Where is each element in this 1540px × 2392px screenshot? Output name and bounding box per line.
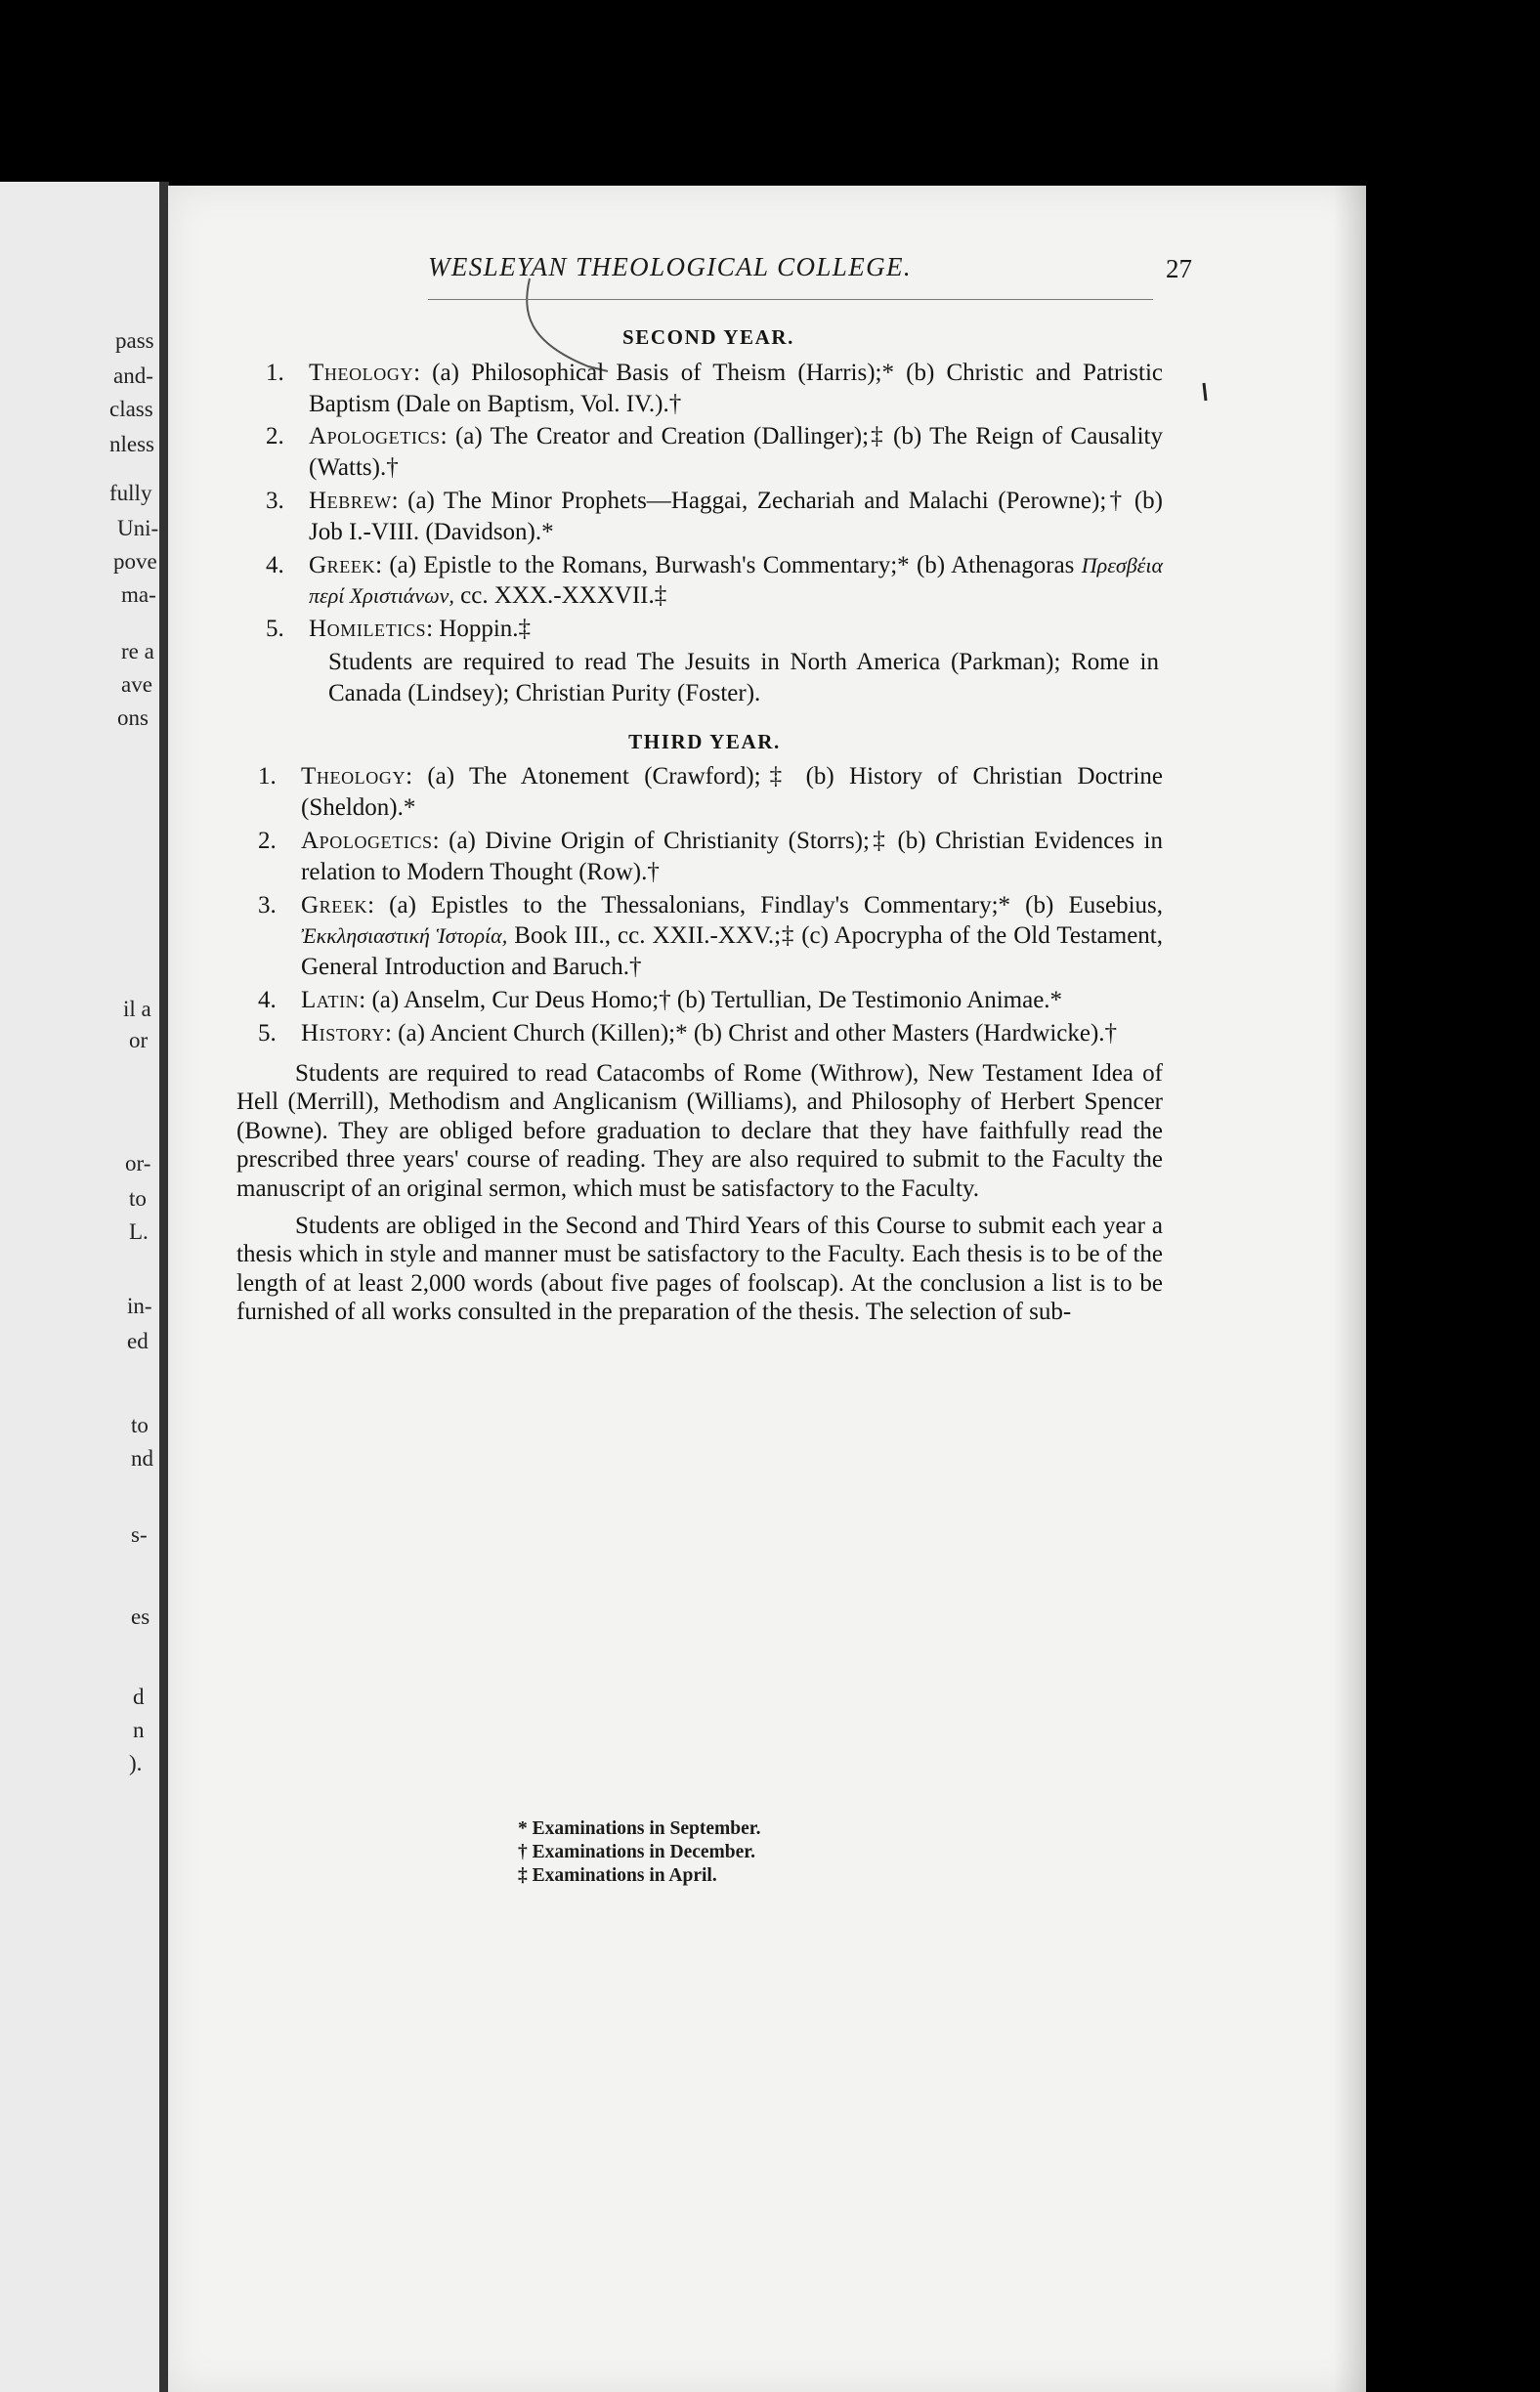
facing-page-edge (0, 182, 164, 2392)
entry-text: : (a) The Creator and Creation (Dallinger);‡ (b) The Reign of Causality (Watts).† (309, 423, 1163, 482)
entry-text-continued: cc. XXX.-XXXVII.‡ (460, 582, 667, 610)
entry-subject: Apologetics (309, 423, 441, 450)
facing-page-fragment: in- (127, 1294, 152, 1318)
course-entry (246, 985, 1163, 1016)
page-header (262, 252, 1192, 291)
entry-subject: Apologetics (301, 827, 433, 854)
entry-text: : (a) The Atonement (Crawford);‡ (b) History of Christian Doctrine (Sheldon).* (301, 763, 1163, 822)
course-entry (246, 826, 1163, 888)
entry-text: : (a) Epistles to the Thessalonians, Findlay's Commentary;* (b) Eusebius, (367, 891, 1163, 918)
page-edge-shadow (1333, 186, 1366, 2392)
entry-subject: Hebrew (309, 487, 392, 514)
course-entry (254, 358, 1163, 420)
greek-title: Ἐκκλησιαστική Ἱστορία, (301, 923, 508, 949)
ink-tick-mark (1194, 381, 1214, 410)
footnote-september: * Examinations in September. (518, 1818, 761, 1839)
entry-text: : (a) The Minor Prophets—Haggai, Zechariah and Malachi (Perowne);† (b) Job I.-VIII. (Davidson).* (309, 487, 1163, 545)
entry-number: 2. (258, 827, 277, 854)
third-year-section (246, 727, 1163, 1049)
entry-subject: Latin (301, 986, 360, 1013)
course-entry (246, 890, 1163, 983)
facing-page-fragment: class (109, 397, 153, 421)
entry-text: : (a) Anselm, Cur Deus Homo;† (b) Tertullian, De Testimonio Animae.* (359, 986, 1063, 1013)
facing-page-fragment: ). (129, 1751, 143, 1775)
facing-page-fragment: ed (127, 1329, 149, 1353)
entry-number: 5. (266, 616, 284, 643)
entry-subject: History (301, 1019, 385, 1046)
facing-page-fragment: d (133, 1685, 145, 1709)
course-entry (254, 486, 1163, 548)
facing-page-fragment: ons (117, 705, 149, 730)
footnote-april: ‡ Examinations in April. (518, 1865, 717, 1886)
reading-paragraph: Students are required to read Catacombs of Rome (Withrow), New Testament Idea of Hell (Merrill), Methodism and Anglicanism (Williams), and Philosophy of Herbert Spencer (Bowne). They are obliged before graduation to declare that they have faithfully read the prescribed three years' course of reading. They are also required to submit to the Faculty the manuscript of an original sermon, which must be satisfactory to the Faculty. (236, 1059, 1163, 1202)
entry-number: 5. (258, 1019, 277, 1046)
entry-text: : (a) Epistle to the Romans, Burwash's Commentary;* (b) Athenagoras (375, 551, 1075, 578)
entry-number: 3. (258, 891, 277, 918)
entry-number: 4. (266, 551, 284, 578)
course-entry (246, 761, 1163, 824)
entry-number: 3. (266, 487, 284, 514)
reading-requirement-note: Students are required to read The Jesuits in North America (Parkman); Rome in Canada (Lindsey); Christian Purity (Foster). (328, 648, 1159, 706)
thesis-paragraph: Students are obliged in the Second and Third Years of this Course to submit each year a thesis which in style and manner must be satisfactory to the Faculty. Each thesis is to be of the length of at least 2,000 words (about five pages of foolscap). At the conclusion a list is to be furnished of all works consulted in the preparation of the thesis. The selection of sub- (236, 1212, 1163, 1326)
entry-subject: Greek (301, 891, 368, 918)
footnote-december: † Examinations in December. (518, 1842, 756, 1862)
facing-page-fragment: or (129, 1028, 149, 1052)
page-number: 27 (1166, 254, 1192, 283)
entry-number: 1. (258, 763, 277, 790)
facing-page-fragment: Uni- (117, 516, 159, 540)
entry-number: 4. (258, 986, 277, 1013)
header-rule (428, 299, 1153, 300)
entry-text: : (a) Divine Origin of Christianity (Storrs);‡ (b) Christian Evidences in relation to Modern Thought (Row).† (301, 827, 1163, 885)
entry-subject: Theology (309, 359, 414, 386)
second-year-section (254, 322, 1163, 709)
facing-page-fragment: es (131, 1604, 150, 1629)
entry-subject: Greek (309, 551, 376, 578)
facing-page-fragment: L. (129, 1219, 149, 1244)
entry-subject: Theology (301, 763, 406, 790)
facing-page-fragment: n (133, 1718, 145, 1742)
greek-title: Πρεσβέια περί Χριστιάνων, (309, 552, 1164, 609)
facing-page-fragment: re a (121, 639, 154, 663)
page-body (235, 322, 1163, 1327)
facing-page-fragment: to (129, 1186, 147, 1211)
facing-page-fragment: ave (121, 672, 152, 697)
second-year-heading: SECOND YEAR. (622, 325, 794, 349)
course-entry (254, 421, 1163, 484)
running-title: WESLEYAN THEOLOGICAL COLLEGE. (428, 252, 913, 281)
entry-text: : Hoppin.‡ (426, 616, 532, 643)
facing-page-fragment: and- (113, 363, 153, 388)
entry-number: 1. (266, 359, 284, 386)
facing-page-fragment: pass (115, 328, 154, 353)
entry-text-continued: Book III., cc. XXII.-XXV.;‡ (c) Apocrypha of the Old Testament, General Introduction and Baruch.† (301, 922, 1163, 981)
facing-page-fragment: ma- (121, 582, 156, 607)
facing-page-fragment: il a (123, 997, 151, 1021)
course-entry (246, 1018, 1163, 1049)
course-entry (254, 550, 1163, 613)
entry-number: 2. (266, 423, 284, 450)
footnotes (518, 1817, 909, 1888)
facing-page-fragment: fully (109, 481, 152, 505)
course-entry (254, 614, 1163, 645)
body-paragraphs (236, 1059, 1163, 1327)
entry-subject: Homiletics (309, 616, 427, 643)
facing-page-fragment: nless (109, 432, 154, 456)
entry-text: : (a) Philosophical Basis of Theism (Harris);* (b) Christic and Patristic Baptism (Dale on Baptism, Vol. IV.).† (309, 359, 1163, 417)
facing-page-fragment: pove (113, 549, 157, 574)
third-year-heading: THIRD YEAR. (628, 729, 781, 753)
facing-page-fragment: nd (131, 1446, 153, 1471)
entry-text: : (a) Ancient Church (Killen);* (b) Christ and other Masters (Hardwicke).† (384, 1019, 1118, 1046)
facing-page-fragment: or- (125, 1151, 151, 1175)
facing-page-fragment: to (131, 1413, 149, 1437)
facing-page-fragment: s- (131, 1522, 148, 1547)
